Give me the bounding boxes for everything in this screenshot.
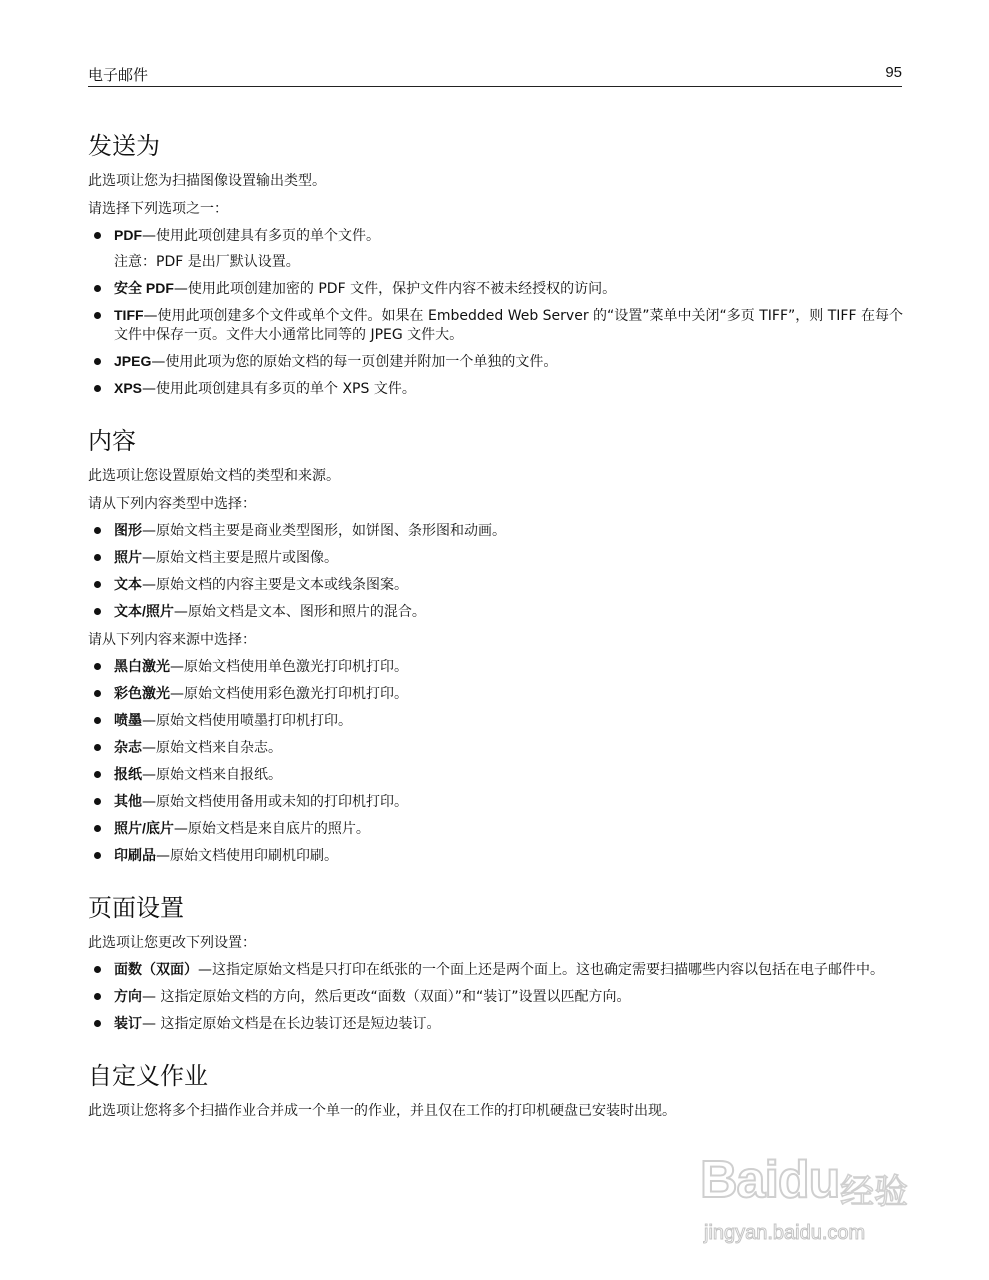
list-item-jpeg xyxy=(88,352,908,372)
bullet-icon xyxy=(94,717,101,724)
section-title: 页面设置 xyxy=(88,894,184,922)
content-type-list xyxy=(88,521,908,622)
item-term: 文本/照片 xyxy=(114,603,174,619)
item-term: 照片 xyxy=(114,549,142,565)
item-text: —原始文档使用彩色激光打印机打印。 xyxy=(170,686,408,702)
bullet-icon xyxy=(94,581,101,588)
header-title: 电子邮件 xyxy=(88,66,149,84)
item-term: 图形 xyxy=(114,522,142,538)
bullet-icon xyxy=(94,554,101,561)
list-item xyxy=(88,602,908,622)
bullet-icon xyxy=(94,690,101,697)
watermark-brand-cn: 经验 xyxy=(840,1172,908,1212)
item-term: 杂志 xyxy=(114,739,142,755)
bullet-icon xyxy=(94,527,101,534)
baidu-watermark-logo xyxy=(700,1140,930,1250)
list-item xyxy=(88,738,908,758)
item-term: XPS xyxy=(114,380,143,396)
list-item xyxy=(88,819,908,839)
format-list xyxy=(88,226,908,246)
item-text: — 这指定原始文档是在长边装订还是短边装订。 xyxy=(142,1016,441,1032)
section-intro: 此选项让您设置原始文档的类型和来源。 xyxy=(88,468,340,484)
section-prompt: 请选择下列选项之一： xyxy=(88,201,228,217)
page-content xyxy=(88,130,908,1148)
list-item xyxy=(88,521,908,541)
bullet-icon xyxy=(94,663,101,670)
list-item xyxy=(88,1014,908,1034)
bullet-icon xyxy=(94,385,101,392)
page-setup-list xyxy=(88,960,908,1034)
item-term: 印刷品 xyxy=(114,847,156,863)
section-title: 内容 xyxy=(88,427,136,455)
item-text: —原始文档使用印刷机印刷。 xyxy=(156,848,338,864)
item-term: 文本 xyxy=(114,576,142,592)
list-item xyxy=(88,575,908,595)
section-intro: 此选项让您更改下列设置： xyxy=(88,935,256,951)
section-title: 发送为 xyxy=(88,132,160,160)
section-content xyxy=(88,425,908,866)
bullet-icon xyxy=(94,966,101,973)
list-item xyxy=(88,548,908,568)
item-text: —原始文档使用喷墨打印机打印。 xyxy=(142,713,352,729)
list-item-xps xyxy=(88,379,908,399)
item-term: JPEG xyxy=(114,353,152,369)
watermark-brand: Baidu xyxy=(700,1151,840,1209)
item-term: 彩色激光 xyxy=(114,685,170,701)
item-text: —原始文档是来自底片的照片。 xyxy=(173,821,370,837)
item-text: —这指定原始文档是只打印在纸张的一个面上还是两个面上。这也确定需要扫描哪些内容以包括在电子邮件中。 xyxy=(198,962,884,978)
bullet-icon xyxy=(94,1020,101,1027)
item-term: PDF xyxy=(114,227,142,243)
item-term: TIFF xyxy=(114,307,144,323)
item-text: —原始文档是文本、图形和照片的混合。 xyxy=(173,604,426,620)
section-custom-job xyxy=(88,1060,908,1122)
list-item xyxy=(88,987,908,1007)
bullet-icon xyxy=(94,312,101,319)
item-text: —原始文档的内容主要是文本或线条图案。 xyxy=(142,577,408,593)
list-item-pdf xyxy=(88,226,908,246)
item-term: 报纸 xyxy=(114,766,142,782)
item-term: 黑白激光 xyxy=(114,658,170,674)
item-text: —使用此项创建具有多页的单个文件。 xyxy=(142,228,380,244)
item-text: —使用此项创建具有多页的单个 XPS 文件。 xyxy=(142,381,416,397)
list-item xyxy=(88,765,908,785)
bullet-icon xyxy=(94,825,101,832)
item-term: 安全 PDF xyxy=(114,280,174,296)
content-source-list xyxy=(88,657,908,866)
bullet-icon xyxy=(94,608,101,615)
item-term: 照片/底片 xyxy=(114,820,174,836)
section-page-setup xyxy=(88,892,908,1034)
note-text: 注意：PDF 是出厂默认设置。 xyxy=(114,254,300,270)
watermark-url: jingyan.baidu.com xyxy=(704,1222,866,1244)
format-list-continued xyxy=(88,279,908,399)
bullet-icon xyxy=(94,798,101,805)
item-text: —原始文档主要是商业类型图形，如饼图、条形图和动画。 xyxy=(142,523,506,539)
item-term: 方向 xyxy=(114,988,142,1004)
item-term: 喷墨 xyxy=(114,712,142,728)
list-item xyxy=(88,960,908,980)
bullet-icon xyxy=(94,852,101,859)
section-prompt-2: 请从下列内容来源中选择： xyxy=(88,632,256,648)
item-text: — 这指定原始文档的方向，然后更改“面数（双面）”和“装订”设置以匹配方向。 xyxy=(142,989,631,1005)
item-text: —原始文档来自杂志。 xyxy=(142,740,282,756)
list-item-tiff xyxy=(88,306,908,345)
item-text: —原始文档来自报纸。 xyxy=(142,767,282,783)
section-intro: 此选项让您将多个扫描作业合并成一个单一的作业，并且仅在工作的打印机硬盘已安装时出现。 xyxy=(88,1103,676,1119)
item-term: 其他 xyxy=(114,793,142,809)
section-intro: 此选项让您为扫描图像设置输出类型。 xyxy=(88,173,326,189)
bullet-icon xyxy=(94,993,101,1000)
section-prompt: 请从下列内容类型中选择： xyxy=(88,496,256,512)
list-item xyxy=(88,792,908,812)
item-term: 装订 xyxy=(114,1015,142,1031)
item-text: —原始文档使用备用或未知的打印机打印。 xyxy=(142,794,408,810)
item-term: 面数（双面） xyxy=(114,961,198,977)
page-header xyxy=(88,64,902,87)
section-title: 自定义作业 xyxy=(88,1062,208,1090)
list-item xyxy=(88,684,908,704)
page-number: 95 xyxy=(885,64,902,81)
bullet-icon xyxy=(94,744,101,751)
list-item-secure-pdf xyxy=(88,279,908,299)
list-item xyxy=(88,657,908,677)
bullet-icon xyxy=(94,285,101,292)
section-send-as xyxy=(88,130,908,399)
list-item xyxy=(88,711,908,731)
item-text: —使用此项为您的原始文档的每一页创建并附加一个单独的文件。 xyxy=(151,354,558,370)
item-text: —使用此项创建多个文件或单个文件。如果在 Embedded Web Server 的“设置”菜单中关闭“多页 TIFF”，则 TIFF 在每个文件中保存一页。文件大小通常比同等的 JPEG 文件大。 xyxy=(114,308,903,343)
bullet-icon xyxy=(94,358,101,365)
item-text: —原始文档主要是照片或图像。 xyxy=(142,550,338,566)
item-text: —原始文档使用单色激光打印机打印。 xyxy=(170,659,408,675)
bullet-icon xyxy=(94,232,101,239)
list-item xyxy=(88,846,908,866)
item-text: —使用此项创建加密的 PDF 文件，保护文件内容不被未经授权的访问。 xyxy=(173,281,617,297)
bullet-icon xyxy=(94,771,101,778)
